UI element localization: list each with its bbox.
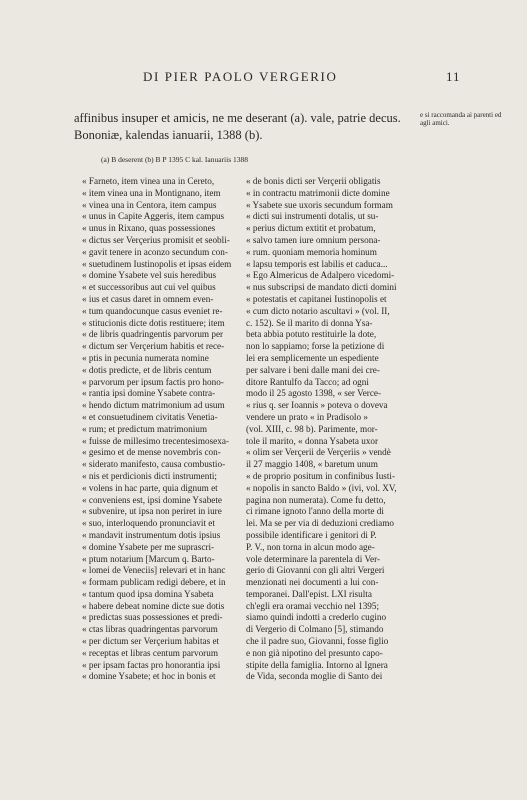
column-line: « predictas suas possessiones et predi- <box>82 612 223 623</box>
column-line: « formam publicam redigi debere, et in <box>82 577 226 588</box>
right-column <box>246 176 416 683</box>
column-line: tole il marito, « donna Ysabeta uxor <box>246 435 379 446</box>
column-line: « rum. quoniam memoria hominum <box>246 246 377 257</box>
column-line: P. V., non torna in alcun modo age- <box>246 541 375 552</box>
column-line: « nus subscripsi de mandato dicti domini <box>246 282 397 293</box>
left-column <box>82 176 252 683</box>
column-line: lei era semplicemente un espediente <box>246 352 379 363</box>
column-line: ch'egli era oramai vecchio nel 1395; <box>246 600 380 611</box>
column-line: « dictus ser Verçerius promisit et seobli- <box>82 234 230 245</box>
intro-line: Bononiæ, kalendas ianuarii, 1388 (b). <box>74 128 263 142</box>
footnotes: (a) B deserent (b) B P 1395 C kal. Ianuariis 1388 <box>101 155 248 164</box>
column-line: non lo sappiamo; forse la petizione di <box>246 341 385 352</box>
column-line: « suetudinem Iustinopolis et ipsas eidem <box>82 258 232 269</box>
column-line: « domine Ysabete per me suprascri- <box>82 541 215 552</box>
column-line: « rius q. ser Ioannis » poteva o doveva <box>246 400 388 411</box>
column-line: il 27 maggio 1408, « baretum unum <box>246 459 378 470</box>
column-line: (vol. XIII, c. 98 b). Parimente, mor- <box>246 423 378 434</box>
intro-paragraph <box>74 110 414 144</box>
column-line: « salvo tamen iure omnium persona- <box>246 234 381 245</box>
column-line: per salvare i beni dalle mani dei cre- <box>246 364 380 375</box>
column-line: ci rimane ignoto l'anno della morte di <box>246 506 384 517</box>
column-line: « tantum quod ipsa domina Ysabeta <box>82 588 214 599</box>
column-line: « Farneto, item vinea una in Cereto, <box>82 176 215 186</box>
column-line: « dictum ser Verçerium habitis et rece- <box>82 341 225 352</box>
column-line: ditore Rantulfo da Tacco; ad ogni <box>246 376 369 387</box>
margin-note: e si raccomanda ai parenti ed agli amici. <box>420 111 502 127</box>
column-line: lei. Ma se per via di deduzioni crediamo <box>246 518 394 529</box>
column-line: « fuisse de millesimo trecentesimosexa- <box>82 435 229 446</box>
column-line: « gavit tenere in aconzo secundum con- <box>82 246 228 257</box>
column-line: « de libris quadringentis parvorum per <box>82 329 224 340</box>
column-line: « siderato manifesto, causa combustio- <box>82 459 226 470</box>
column-line: « habere debeat nomine dicte sue dotis <box>82 600 225 611</box>
column-line: « ctas libras quadringentas parvorum <box>82 624 218 635</box>
column-line: « receptas et libras centum parvorum <box>82 647 218 658</box>
column-line: « potestatis et capitanei Iustinopolis et <box>246 293 387 304</box>
column-line: « de proprio positum in confinibus Iusti- <box>246 470 396 481</box>
column-line: « rantia ipsi domine Ysabete contra- <box>82 388 216 399</box>
column-line: menzionati nei documenti a lui con- <box>246 577 379 588</box>
column-line: stipite della famiglia. Intorno al Ignera <box>246 659 388 670</box>
column-line: « nis et perdicionis dicti instrumenti; <box>82 470 217 481</box>
column-line: « tum quandocunque casus eveniet re- <box>82 305 223 316</box>
column-line: temporanei. Dall'epist. LXI risulta <box>246 588 372 599</box>
column-line: « de bonis dicti ser Verçerii obligatis <box>246 176 381 186</box>
column-line: « cum dicto notario ascultavi » (vol. II, <box>246 305 390 316</box>
column-line: « item vinea una in Montignano, item <box>82 187 221 198</box>
column-line: « et successoribus aut cui vel quibus <box>82 282 216 293</box>
column-line: « Ego Almericus de Adalpero vicedomi- <box>246 270 395 281</box>
column-line: « conveniens est, ipsi domine Ysabete <box>82 494 222 505</box>
column-line: gerio di Giovanni con gli altri Vergeri <box>246 565 385 576</box>
column-line: « ius et casus daret in omnem even- <box>82 293 214 304</box>
intro-line: affinibus insuper et amicis, ne me deserant (a). vale, patrie decus. <box>74 111 401 125</box>
column-line: e non già nipotino del presunto capo- <box>246 647 383 658</box>
column-line: « rum; et predictum matrimonium <box>82 423 208 434</box>
column-line: che il padre suo, Giovanni, fosse figlio <box>246 636 389 647</box>
column-line: « hendo dictum matrimonium ad usum <box>82 400 225 411</box>
column-line: « in contractu matrimonii dicte domine <box>246 187 390 198</box>
column-line: « volens in hac parte, quia dignum et <box>82 482 218 493</box>
column-line: modo il 25 agosto 1398, « ser Verce- <box>246 388 382 399</box>
column-line: « stitucionis dicte dotis restituere; item <box>82 317 225 328</box>
column-line: « olim ser Verçerii de Verçeriis » vendè <box>246 447 391 458</box>
column-line: « unus in Rixano, quas possessiones <box>82 223 216 234</box>
column-line: « lomei de Veneciis] relevari et in hanc <box>82 565 226 576</box>
column-line: « Ysabete sue uxoris secundum formam <box>246 199 393 210</box>
column-line: « ptis in pecunia numerata nomine <box>82 352 209 363</box>
running-title: DI PIER PAOLO VERGERIO <box>143 69 338 84</box>
column-line: « suo, interloquendo pronunciavit et <box>82 518 215 529</box>
column-line: di Vergerio di Colmano [5], stimando <box>246 624 384 635</box>
column-line: « perius dictum extitit et probatum, <box>246 223 376 234</box>
column-line: « per dictum ser Verçerium habitas et <box>82 636 220 647</box>
column-line: vendere un prato « in Pradisolo » <box>246 411 368 422</box>
column-line: « vinea una in Centora, item campus <box>82 199 217 210</box>
column-line: « et consuetudinem civitatis Venetia- <box>82 411 218 422</box>
column-line: beta abbia potuto restituirle la dote, <box>246 329 377 340</box>
column-line: siamo quindi indotti a crederlo cugino <box>246 612 387 623</box>
column-line: « dotis predicte, et de libris centum <box>82 364 212 375</box>
column-line: « ptum notarium [Marcum q. Barto- <box>82 553 215 564</box>
column-line: de Vida, seconda moglie di Santo dei <box>246 671 383 682</box>
column-line: « nopolis in sancto Baldo » (ivi, vol. XV, <box>246 482 397 493</box>
column-line: « subvenire, ut ipsa non periret in iure <box>82 506 222 517</box>
column-line: « mandavit instrumentum dotis ipsius <box>82 529 221 540</box>
column-line: « gesimo et de mense novembris con- <box>82 447 221 458</box>
column-line: « dicti sui instrumenti dotalis, ut su- <box>246 211 379 222</box>
column-line: « parvorum per ipsum factis pro hono- <box>82 376 224 387</box>
page-number: 11 <box>446 69 461 84</box>
column-line: possibile identificare i genitori di P. <box>246 529 377 540</box>
column-line: c. 152). Se il marito di donna Ysa- <box>246 317 373 328</box>
column-line: vole determinare la parentela di Ver- <box>246 553 381 564</box>
column-line: « per ipsam factas pro honorantia ipsi <box>82 659 221 670</box>
column-line: « lapsu temporis est labilis et caduca... <box>246 258 388 269</box>
column-line: « unus in Capite Aggeris, item campus <box>82 211 225 222</box>
column-line: pagina non numerata). Come fu detto, <box>246 494 386 505</box>
column-line: « domine Ysabete; et hoc in bonis et <box>82 671 216 682</box>
column-line: « domine Ysabete vel suis heredibus <box>82 270 217 281</box>
